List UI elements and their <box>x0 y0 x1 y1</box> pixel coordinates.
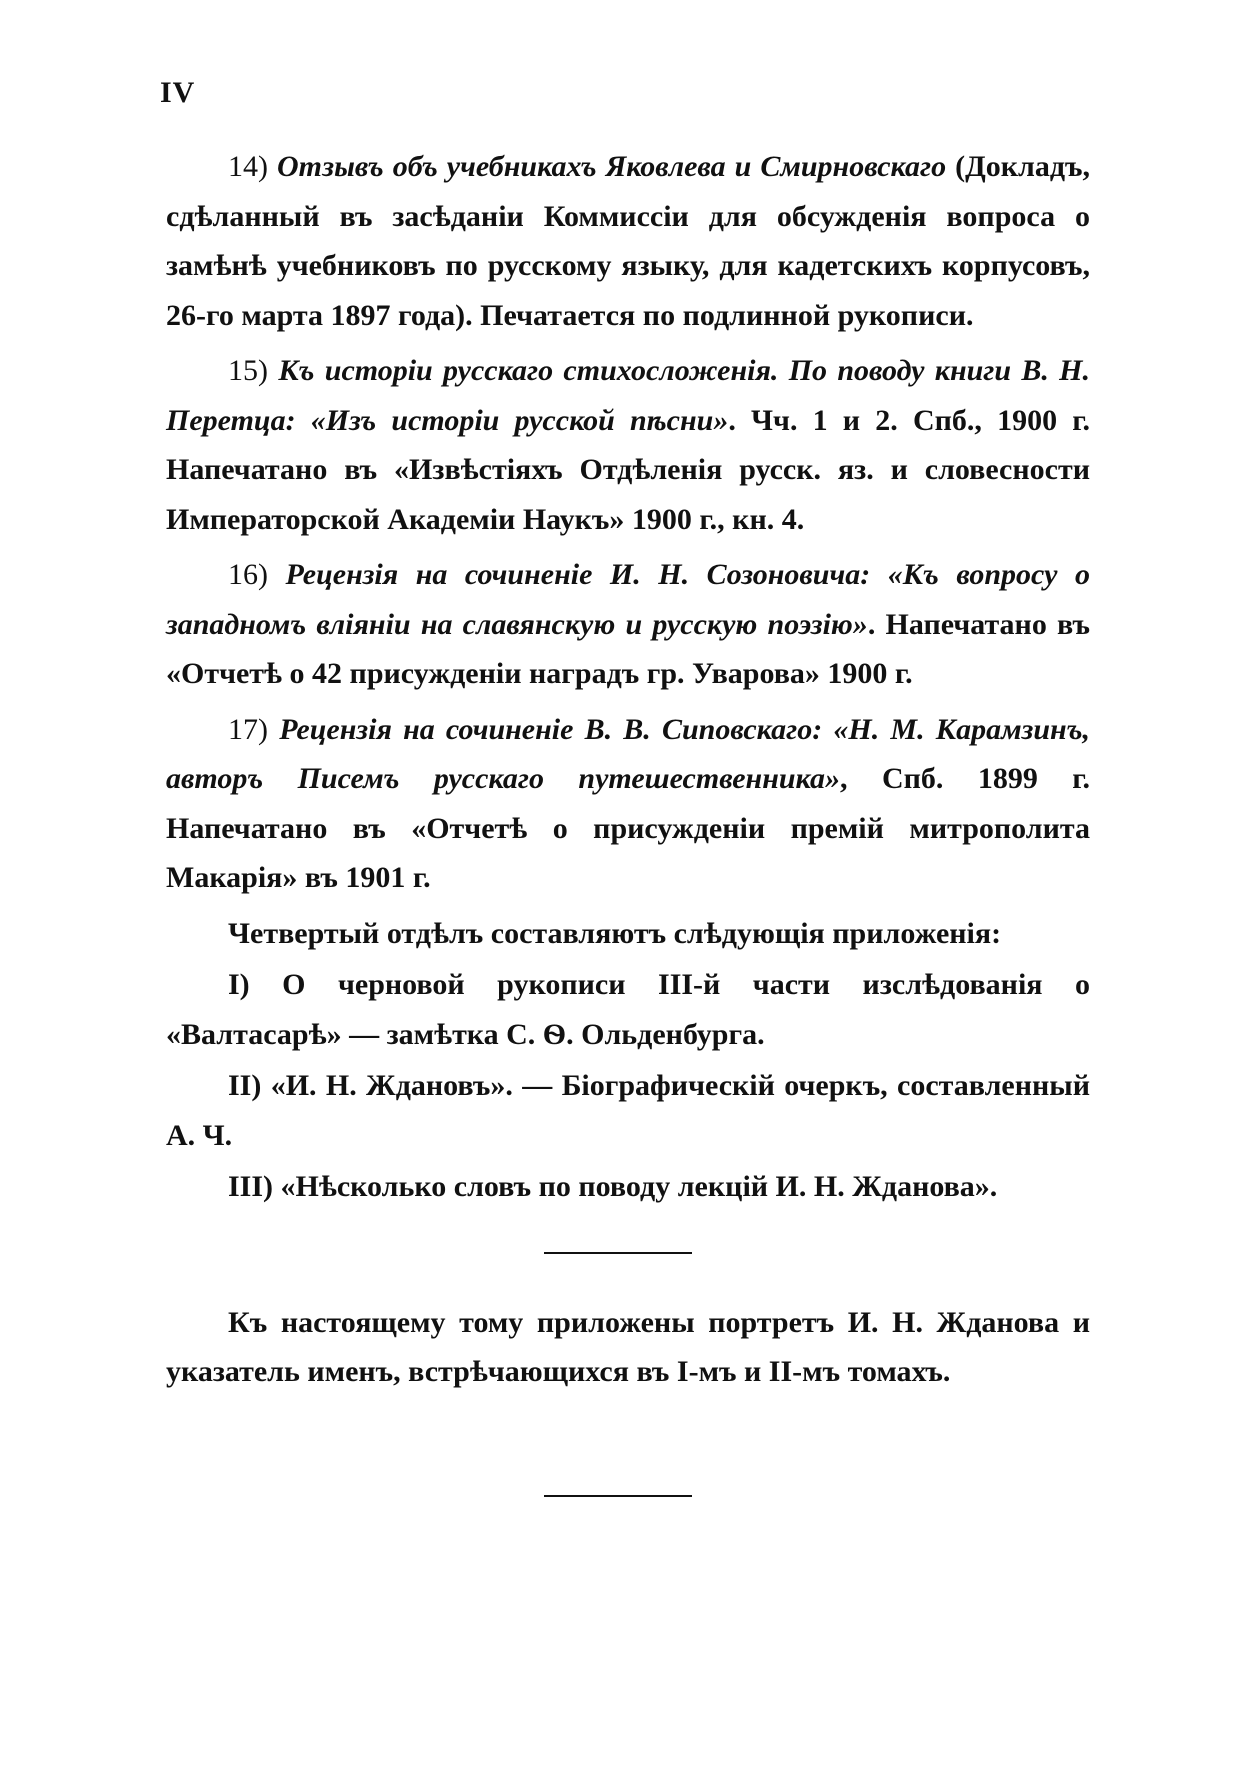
item-title: Рецензія на сочиненіе В. В. Сиповскаго: «Н. М. Карамзинъ, авторъ Писемъ русскаго путешественника» <box>166 712 1090 795</box>
item-title: Рецензія на сочиненіе И. Н. Созоновича: «Къ вопросу о западномъ вліяніи на славянскую и русскую поэзію» <box>166 558 1090 641</box>
bibliography-item-17 <box>166 705 1090 903</box>
item-details: . Напечатано въ «Отчетѣ о 42 присужденіи наградъ гр. Уварова» 1900 г. <box>166 607 1090 690</box>
section-intro: Четвертый отдѣлъ составляютъ слѣдующія приложенія: <box>228 916 1002 950</box>
divider-rule <box>544 1252 692 1254</box>
item-number: 14) <box>228 150 268 183</box>
item-details: , Спб. 1899 г. Напечатано въ «Отчетѣ о присужденіи премій митрополита Макарія» въ 1901 г. <box>166 762 1090 894</box>
page-number: IV <box>160 76 196 109</box>
bibliography-item-16 <box>166 550 1090 699</box>
item-title: Отзывъ объ учебникахъ Яковлева и Смирновскаго <box>277 150 947 183</box>
item-number: 16) <box>228 558 268 591</box>
appendix-item-2: II) «И. Н. Ждановъ». — Біографическій очеркъ, составленный А. Ч. <box>166 1069 1090 1152</box>
bibliography-item-14 <box>166 142 1090 340</box>
appendix-item-1: I) О черновой рукописи III-й части изслѣдованія о «Валтасарѣ» — замѣтка С. Ѳ. Ольденбурга. <box>166 968 1090 1051</box>
bibliography-item-15 <box>166 346 1090 544</box>
appendix-item-3: III) «Нѣсколько словъ по поводу лекцій И. Н. Жданова». <box>228 1170 998 1203</box>
item-number: 15) <box>228 354 268 387</box>
item-number: 17) <box>228 712 268 746</box>
closing-note: Къ настоящему тому приложены портретъ И. Н. Жданова и указатель именъ, встрѣчающихся въ I-мъ и II-мъ томахъ. <box>166 1305 1090 1388</box>
item-title: Къ исторіи русскаго стихосложенія. По поводу книги В. Н. Перетца: «Изъ исторіи русской пѣсни» <box>166 354 1091 437</box>
item-details: (Докладъ, сдѣланный въ засѣданіи Коммиссіи для обсужденія вопроса о замѣнѣ учебниковъ по русскому языку, для кадетскихъ корпусовъ, 26-го марта 1897 года). Печатается по подлинной рукописи. <box>166 150 1090 332</box>
item-details: . Чч. 1 и 2. Спб., 1900 г. Напечатано въ «Извѣстіяхъ Отдѣленія русск. яз. и словесности Императорской Академіи Наукъ» 1900 г., кн. 4. <box>166 403 1090 536</box>
page-body <box>166 142 1090 1497</box>
divider-rule-bottom <box>544 1495 692 1497</box>
